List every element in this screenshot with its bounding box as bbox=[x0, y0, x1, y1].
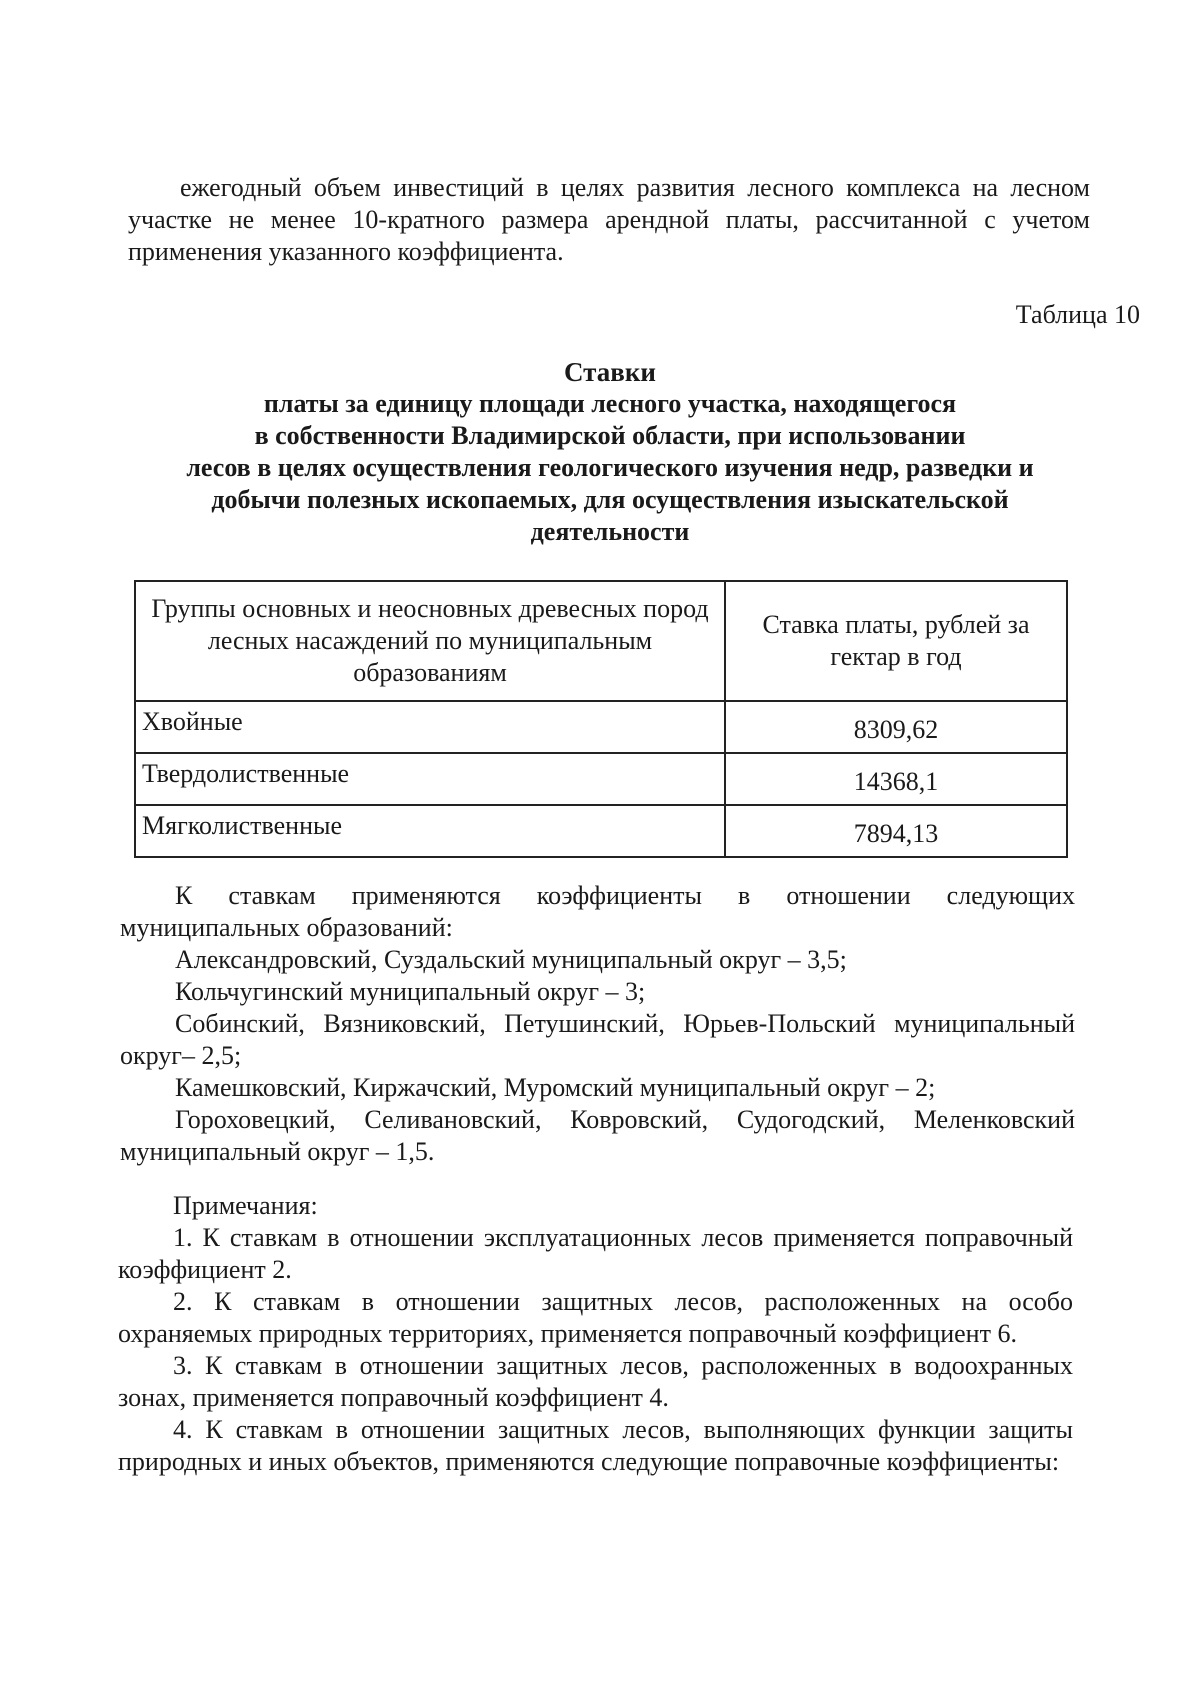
title-line: платы за единицу площади лесного участка, находящегося bbox=[263, 389, 957, 418]
table-label: Таблица 10 bbox=[1015, 300, 1140, 329]
coefficient-item: Камешковский, Киржачский, Муромский муниципальный округ – 2; bbox=[175, 1073, 936, 1102]
row-rate: 14368,1 bbox=[725, 753, 1067, 805]
notes-heading: Примечания: bbox=[173, 1191, 318, 1220]
table-row bbox=[135, 753, 1067, 805]
title-line: лесов в целях осуществления геологического изучения недр, разведки и bbox=[186, 453, 1034, 482]
note-item: 2. К ставкам в отношении защитных лесов, расположенных на особо охраняемых природных территориях, применяется поправочный коэффициент 6. bbox=[118, 1287, 1073, 1348]
table-title bbox=[140, 356, 1080, 548]
title-line: добычи полезных ископаемых, для осуществления изыскательской bbox=[211, 485, 1009, 514]
table-row bbox=[135, 805, 1067, 857]
row-group: Мягколиственные bbox=[135, 805, 725, 857]
coefficient-item: Собинский, Вязниковский, Петушинский, Юрьев-Польский муниципальный округ– 2,5; bbox=[120, 1009, 1075, 1070]
coefficient-item: Александровский, Суздальский муниципальный округ – 3,5; bbox=[175, 945, 847, 974]
table-header-row bbox=[135, 581, 1067, 701]
header-rate: Ставка платы, рублей за гектар в год bbox=[725, 581, 1067, 701]
row-group: Твердолиственные bbox=[135, 753, 725, 805]
title-line: деятельности bbox=[530, 517, 690, 546]
coefficients-intro: К ставкам применяются коэффициенты в отношении следующих муниципальных образований: bbox=[120, 881, 1075, 942]
row-rate: 7894,13 bbox=[725, 805, 1067, 857]
note-item: 1. К ставкам в отношении эксплуатационных лесов применяется поправочный коэффициент 2. bbox=[118, 1223, 1073, 1284]
rates-table bbox=[134, 580, 1068, 858]
coefficient-item: Гороховецкий, Селивановский, Ковровский, Судогодский, Меленковский муниципальный округ – 1,5. bbox=[120, 1105, 1075, 1166]
row-rate: 8309,62 bbox=[725, 701, 1067, 753]
row-group: Хвойные bbox=[135, 701, 725, 753]
coefficients-section bbox=[120, 880, 1075, 1168]
notes-section bbox=[118, 1190, 1073, 1478]
title-line: в собственности Владимирской области, при использовании bbox=[254, 421, 966, 450]
note-item: 4. К ставкам в отношении защитных лесов, выполняющих функции защиты природных и иных объектов, применяются следующие поправочные коэффициенты: bbox=[118, 1415, 1073, 1476]
title-main: Ставки bbox=[564, 357, 656, 387]
header-group: Группы основных и неосновных древесных пород лесных насаждений по муниципальным образованиям bbox=[135, 581, 725, 701]
intro-paragraph: ежегодный объем инвестиций в целях развития лесного комплекса на лесном участке не менее 10-кратного размера арендной платы, рассчитанной с учетом применения указанного коэффициента. bbox=[128, 173, 1090, 266]
table-row bbox=[135, 701, 1067, 753]
note-item: 3. К ставкам в отношении защитных лесов, расположенных в водоохранных зонах, применяется поправочный коэффициент 4. bbox=[118, 1351, 1073, 1412]
coefficient-item: Кольчугинский муниципальный округ – 3; bbox=[175, 977, 646, 1006]
